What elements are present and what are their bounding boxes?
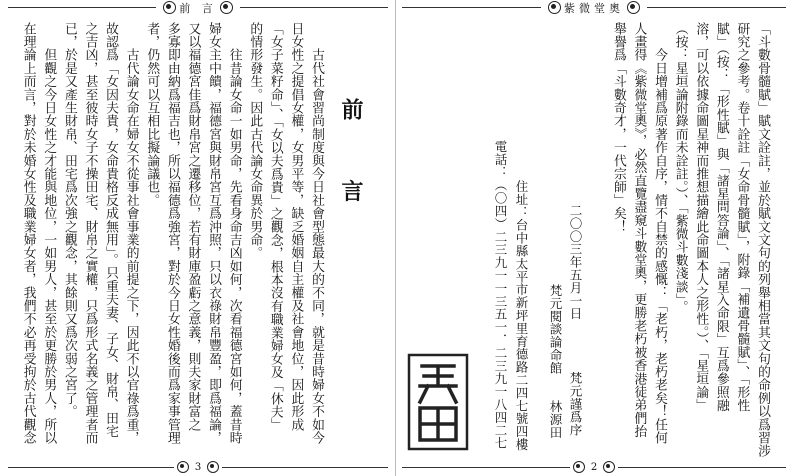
header-rule	[8, 7, 156, 8]
ornament-icon	[220, 1, 233, 14]
ornament-icon	[627, 1, 640, 14]
ornament-icon	[163, 1, 176, 14]
ornament-icon	[548, 1, 561, 14]
ornament-icon	[603, 461, 615, 473]
ornament-icon	[573, 461, 585, 473]
section-title: 前 言	[338, 98, 364, 228]
header-rule	[402, 7, 541, 8]
header-title-group	[541, 0, 647, 16]
phone-line: 電話：（〇四）二三九一一三五一．二三九一八四二七	[493, 140, 508, 450]
right-body-text: 「斗數骨髓賦」賦文詮註，並於賦文文句的列舉相當其文句的命例以爲習涉 研究之參考。卷十詮註「女命骨髓賦」，附錄「補遺骨髓賦」、「形性 賦」（按：「形性賦」與「諸星問答論」、「諸星入命限」互爲參照融 溶，可以依據命圖星神而推想描繪此命圖本人之形性。）、「星垣論」 （按：星垣論附錄而未詮註。）、「紫微斗數淺談」。 今日增補爲原著作自序，情不自禁的感慨：「老朽，老朽老矣！任何 人畫得《紫微堂奧》，必然直覽盡窺斗數堂奧，更勝老朽被香港徒弟們抬 舉譽爲「斗數奇才，一代宗師」矣！	[610, 22, 770, 458]
left-header-title: 前 言	[179, 1, 217, 15]
preface-date-line: 二〇〇三年五月一日 梵元謹爲序	[568, 204, 583, 437]
left-page-number: 3	[194, 461, 202, 473]
right-page-number: 2	[590, 461, 598, 473]
left-page	[0, 0, 396, 476]
header-title-group	[156, 0, 240, 16]
left-page-header	[8, 0, 388, 15]
right-page-footer	[402, 460, 786, 474]
address-line: 住址：台中縣太平市新坪里育德路二四七號四樓	[514, 180, 529, 451]
right-page	[396, 0, 793, 476]
ornament-icon	[207, 461, 219, 473]
footer-rule	[8, 467, 174, 468]
right-page-header	[402, 0, 786, 15]
ornament-icon	[177, 461, 189, 473]
footer-rule	[222, 467, 388, 468]
left-page-footer	[8, 460, 388, 474]
author-seal-icon	[406, 352, 470, 452]
right-header-title: 紫微堂奧	[564, 1, 624, 15]
footer-rule	[402, 467, 570, 468]
left-body-text: 古代社會習尚制度與今日社會型態最大的不同，就是昔時婦女不如今 日女性之提倡女權，女男平等，缺乏婚姻自主權及社會地位，因此形成 「女子菜籽命」、「女以夫爲貴」之觀念，根本沒有職業婦女及「休夫」 的情形發生。因此古代論女命異於男命。 往昔論女命一如男命，先看身命吉凶如何，次看福德宮如何，蓋昔時 婦女主中饋，福德宮與財帛宮互爲沖照，只以衣祿財帛豐盈，即爲福論， 又以福德宮佳爲財帛宮之遷移位，若有財庫盈虧之意義，則夫家財富之 多寡即由納爲福吉也，所以福德爲強宮，對於今日女性婚後而爲家事管理 者，仍然可以互相比擬論議也。 古代論女命在婦女不從事社會事業的前提之下，因此不以官祿爲重， 故認爲「女因夫貴，女命貴格反成無用」。只重夫妻、子女、財帛、田宅 之吉凶，甚至彼時女子不操田宅、財帛之實權，只爲形式名義之管理者而 已，於是又產生財帛、田宅爲次強之觀念，其餘則又爲次弱之宮了。 但觀之今日女性之才能與地位，一如男人，甚至於更勝於男人，所以 在理論上而言，對於未婚女性及職業婦女者，我們不必再受拘於古代觀念	[20, 22, 324, 445]
studio-name-line: 梵元閱談論命館 林源田	[548, 284, 563, 439]
header-rule	[240, 7, 388, 8]
header-rule	[647, 7, 786, 8]
footer-rule	[618, 467, 786, 468]
